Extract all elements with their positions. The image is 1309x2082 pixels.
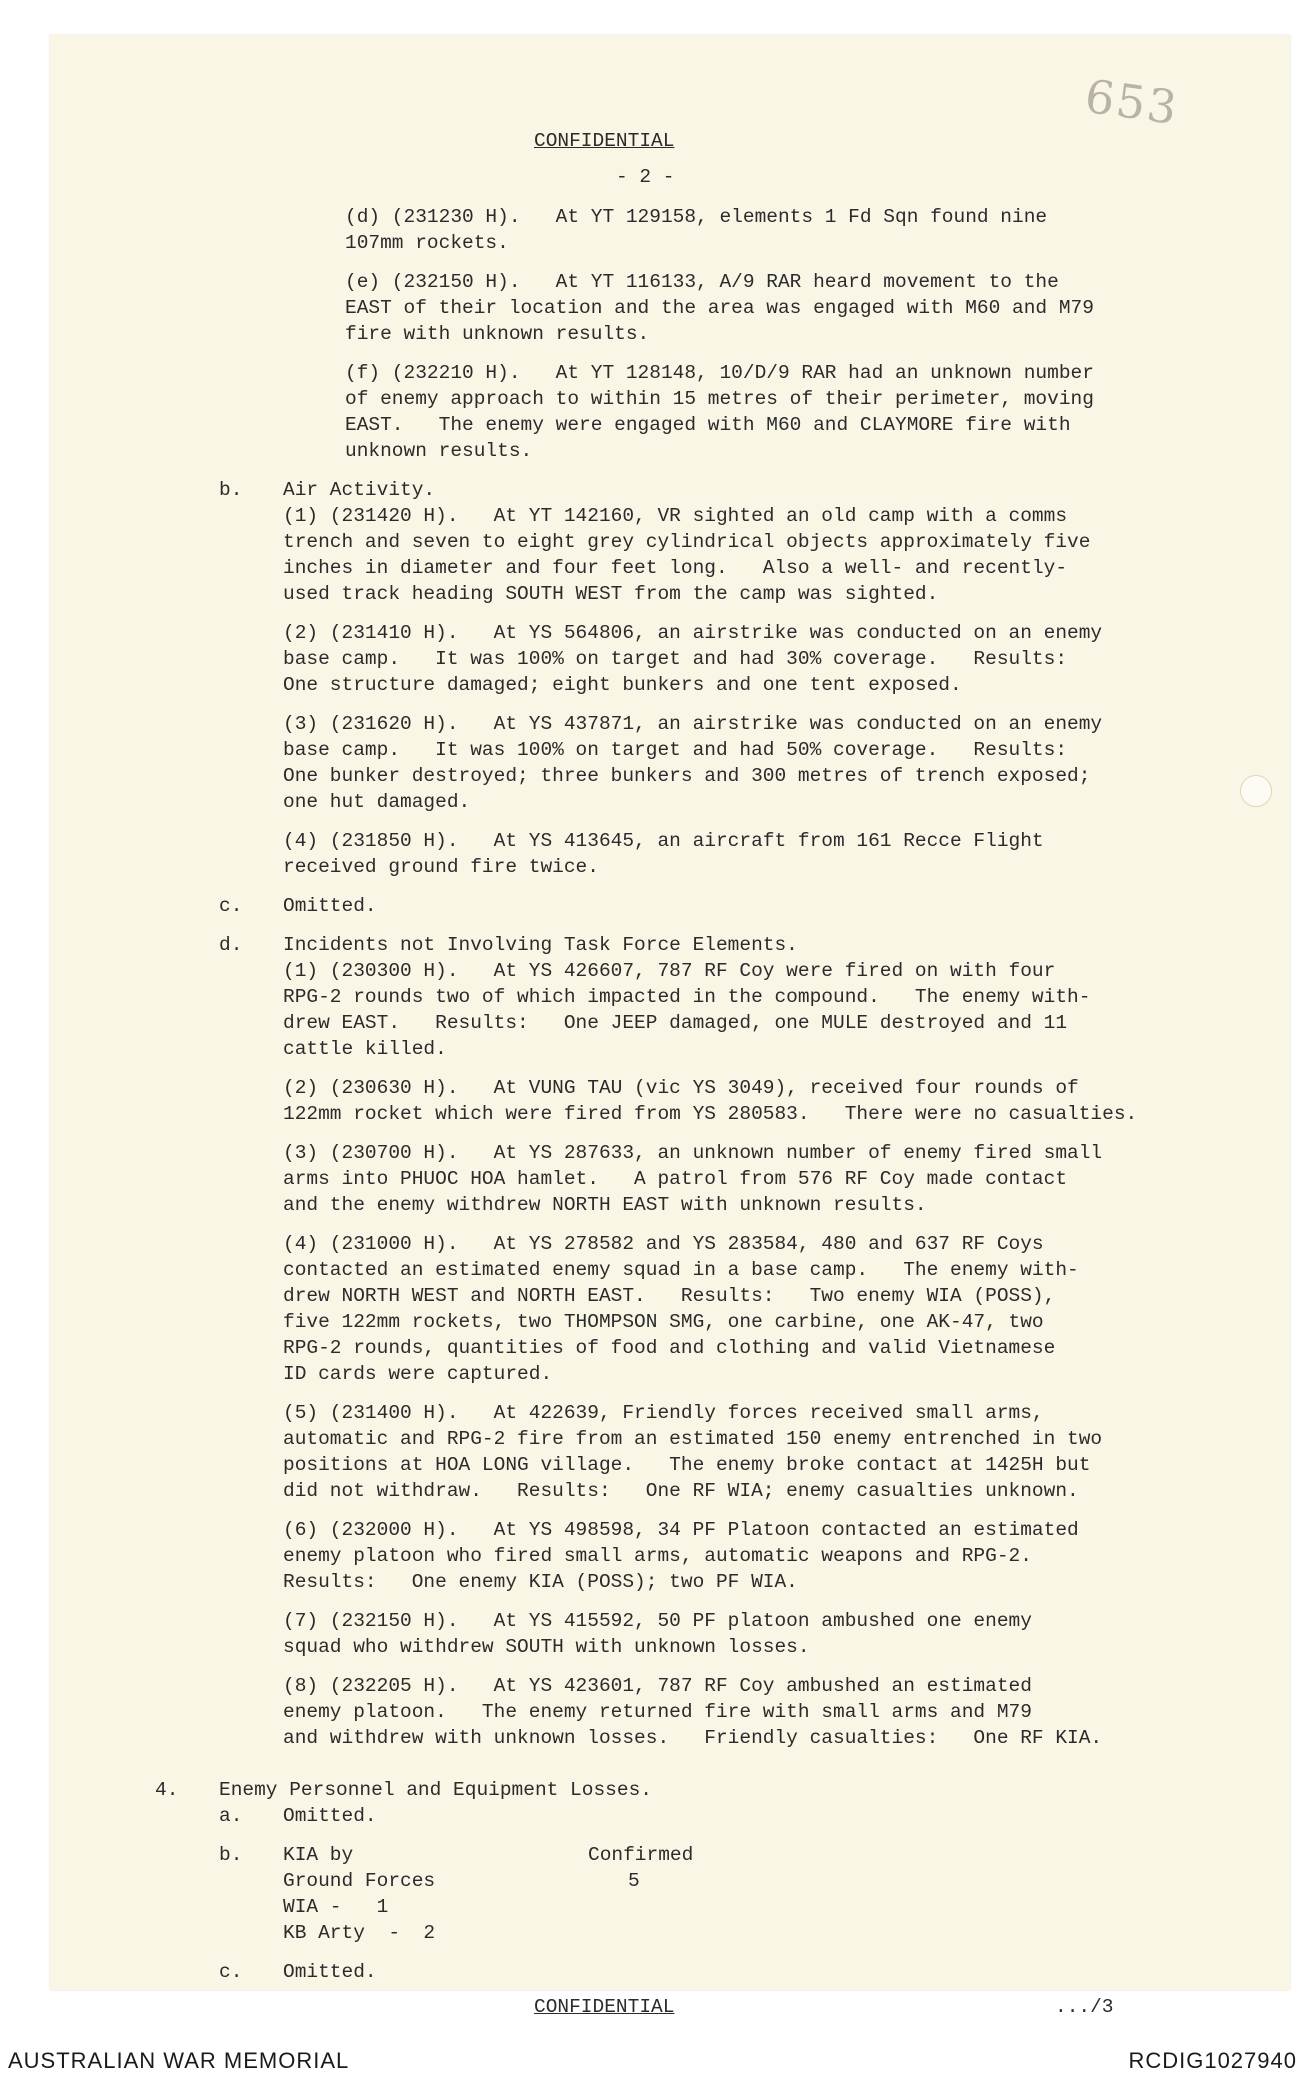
text-line: inches in diameter and four feet long. Also a well- and recently- xyxy=(283,557,1068,579)
text-line: d. xyxy=(219,934,243,956)
text-line: Results: One enemy KIA (POSS); two PF WIA. xyxy=(283,1571,798,1593)
text-line: (8) (232205 H). At YS 423601, 787 RF Coy ambushed an estimated xyxy=(283,1675,1032,1697)
text-line: and the enemy withdrew NORTH EAST with unknown results. xyxy=(283,1194,927,1216)
text-line: (3) (231620 H). At YS 437871, an airstrike was conducted on an enemy xyxy=(283,713,1103,735)
text-line: ID cards were captured. xyxy=(283,1363,553,1385)
text-line: (2) (230630 H). At VUNG TAU (vic YS 3049), received four rounds of xyxy=(283,1077,1079,1099)
text-line: unknown results. xyxy=(345,440,533,462)
text-line: KB Arty - 2 xyxy=(283,1922,436,1944)
text-line: (7) (232150 H). At YS 415592, 50 PF platoon ambushed one enemy xyxy=(283,1610,1032,1632)
text-line: Enemy Personnel and Equipment Losses. xyxy=(219,1779,652,1801)
text-line: cattle killed. xyxy=(283,1038,447,1060)
text-line: received ground fire twice. xyxy=(283,856,599,878)
text-line: of enemy approach to within 15 metres of their perimeter, moving xyxy=(345,388,1094,410)
text-line: c. xyxy=(219,895,243,917)
text-line: (4) (231000 H). At YS 278582 and YS 283584, 480 and 637 RF Coys xyxy=(283,1233,1044,1255)
text-line: (e) (232150 H). At YT 116133, A/9 RAR heard movement to the xyxy=(345,271,1059,293)
text-line: Omitted. xyxy=(283,1805,377,1827)
text-line: Omitted. xyxy=(283,895,377,917)
text-line: positions at HOA LONG village. The enemy broke contact at 1425H but xyxy=(283,1454,1091,1476)
text-line: drew NORTH WEST and NORTH EAST. Results: Two enemy WIA (POSS), xyxy=(283,1285,1056,1307)
text-line: (1) (231420 H). At YT 142160, VR sighted an old camp with a comms xyxy=(283,505,1068,527)
text-line: Omitted. xyxy=(283,1961,377,1983)
text-line: RPG-2 rounds, quantities of food and clothing and valid Vietnamese xyxy=(283,1337,1056,1359)
text-line: drew EAST. Results: One JEEP damaged, one MULE destroyed and 11 xyxy=(283,1012,1068,1034)
text-line: 122mm rocket which were fired from YS 280583. There were no casualties. xyxy=(283,1103,1138,1125)
text-line: (4) (231850 H). At YS 413645, an aircraft from 161 Recce Flight xyxy=(283,830,1044,852)
archive-institution: AUSTRALIAN WAR MEMORIAL xyxy=(8,2048,350,2073)
text-line: c. xyxy=(219,1961,243,1983)
continuation-marker: .../3 xyxy=(1055,1996,1114,2018)
text-line: (5) (231400 H). At 422639, Friendly forces received small arms, xyxy=(283,1402,1044,1424)
text-line: b. xyxy=(219,1844,243,1866)
text-line: contacted an estimated enemy squad in a base camp. The enemy with- xyxy=(283,1259,1079,1281)
header-classification: CONFIDENTIAL xyxy=(534,130,675,152)
text-line: b. xyxy=(219,479,243,501)
text-line: fire with unknown results. xyxy=(345,323,650,345)
text-line: 5 xyxy=(628,1870,640,1892)
text-line: base camp. It was 100% on target and had 30% coverage. Results: xyxy=(283,648,1068,670)
text-line: a. xyxy=(219,1805,243,1827)
document-body xyxy=(50,35,1290,2018)
text-line: (2) (231410 H). At YS 564806, an airstrike was conducted on an enemy xyxy=(283,622,1103,644)
text-line: (f) (232210 H). At YT 128148, 10/D/9 RAR had an unknown number xyxy=(345,362,1094,384)
text-line: 4. xyxy=(155,1779,179,1801)
handwritten-page-number: 653 xyxy=(1081,68,1183,136)
text-line: (6) (232000 H). At YS 498598, 34 PF Platoon contacted an estimated xyxy=(283,1519,1079,1541)
text-line: (d) (231230 H). At YT 129158, elements 1 Fd Sqn found nine xyxy=(345,206,1048,228)
footer-classification: CONFIDENTIAL xyxy=(534,1996,675,2018)
text-line: enemy platoon. The enemy returned fire with small arms and M79 xyxy=(283,1701,1032,1723)
text-line: KIA by xyxy=(283,1844,354,1866)
text-line: Ground Forces xyxy=(283,1870,436,1892)
text-line: One bunker destroyed; three bunkers and 300 metres of trench exposed; xyxy=(283,765,1091,787)
text-line: WIA - 1 xyxy=(283,1896,389,1918)
text-line: enemy platoon who fired small arms, automatic weapons and RPG-2. xyxy=(283,1545,1032,1567)
document-page xyxy=(50,35,1290,2018)
text-line: Air Activity. xyxy=(283,479,436,501)
text-line: trench and seven to eight grey cylindrical objects approximately five xyxy=(283,531,1091,553)
text-line: and withdrew with unknown losses. Friendly casualties: One RF KIA. xyxy=(283,1727,1103,1749)
text-line: One structure damaged; eight bunkers and one tent exposed. xyxy=(283,674,962,696)
text-line: (3) (230700 H). At YS 287633, an unknown number of enemy fired small xyxy=(283,1142,1103,1164)
text-line: (1) (230300 H). At YS 426607, 787 RF Coy were fired on with four xyxy=(283,960,1056,982)
text-line: Confirmed xyxy=(588,1844,694,1866)
text-line: Incidents not Involving Task Force Elements. xyxy=(283,934,798,956)
text-line: one hut damaged. xyxy=(283,791,471,813)
text-line: automatic and RPG-2 fire from an estimated 150 enemy entrenched in two xyxy=(283,1428,1103,1450)
text-line: 107mm rockets. xyxy=(345,232,509,254)
text-line: squad who withdrew SOUTH with unknown losses. xyxy=(283,1636,810,1658)
page-number: - 2 - xyxy=(616,166,675,188)
text-line: arms into PHUOC HOA hamlet. A patrol from 576 RF Coy made contact xyxy=(283,1168,1068,1190)
text-line: RPG-2 rounds two of which impacted in the compound. The enemy with- xyxy=(283,986,1091,1008)
text-line: five 122mm rockets, two THOMPSON SMG, one carbine, one AK-47, two xyxy=(283,1311,1044,1333)
text-line: did not withdraw. Results: One RF WIA; enemy casualties unknown. xyxy=(283,1480,1079,1502)
text-line: EAST of their location and the area was engaged with M60 and M79 xyxy=(345,297,1094,319)
text-line: base camp. It was 100% on target and had 50% coverage. Results: xyxy=(283,739,1068,761)
archive-reference: RCDIG1027940 xyxy=(1128,2048,1297,2073)
text-line: used track heading SOUTH WEST from the camp was sighted. xyxy=(283,583,939,605)
text-line: EAST. The enemy were engaged with M60 and CLAYMORE fire with xyxy=(345,414,1071,436)
